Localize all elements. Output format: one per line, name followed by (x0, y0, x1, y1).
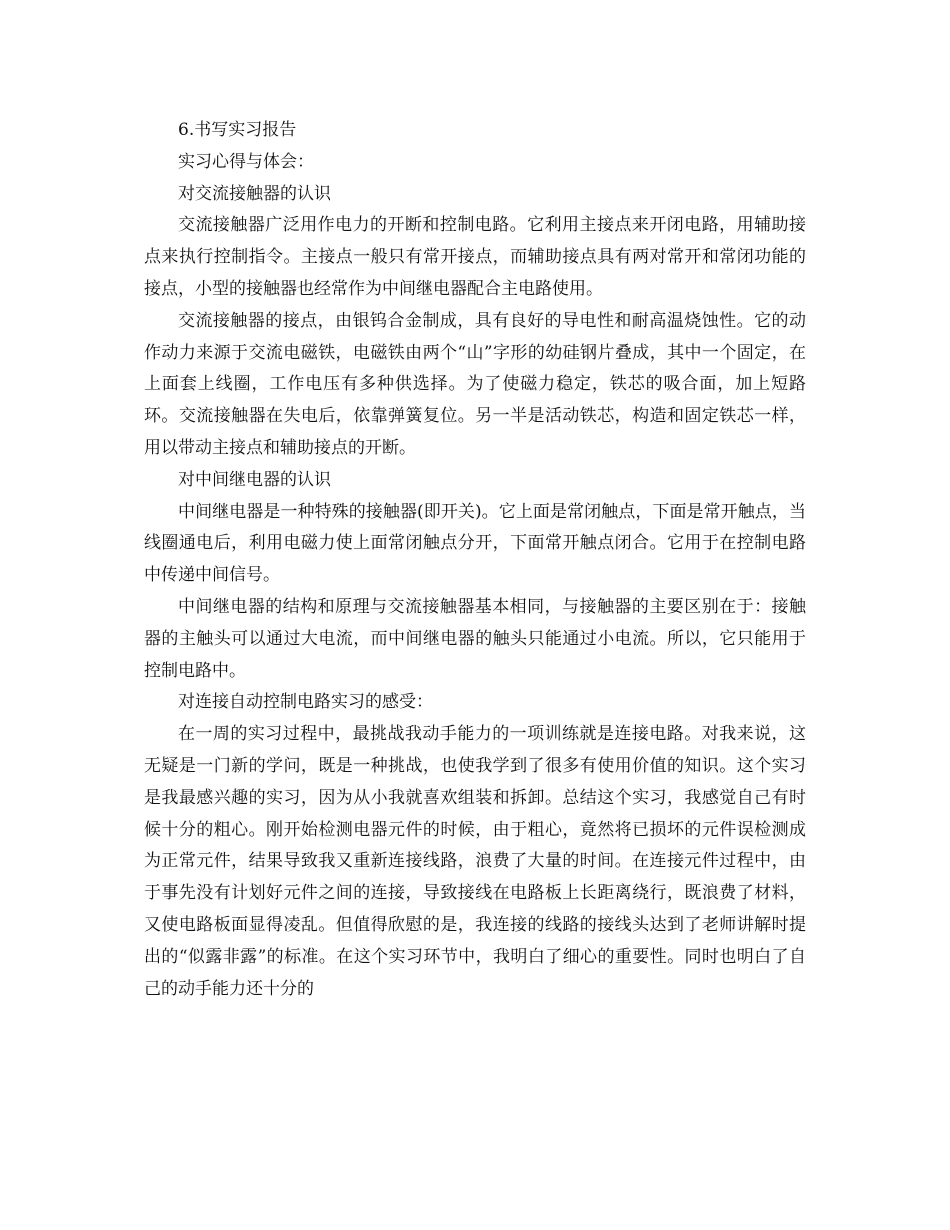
section-heading: 6.书写实习报告 (178, 120, 297, 140)
section-heading: 对中间继电器的认识 (178, 469, 331, 490)
body-paragraph: 在一周的实习过程中，最挑战我动手能力的一项训练就是连接电路。对我来说，这无疑是一门新的学问，既是一种挑战，也使我学到了很多有使用价值的知识。这个实习是我最感兴趣的实习，因为从小我就喜欢组装和拆卸。总结这个实习，我感觉自己有时候十分的粗心。刚开始检测电器元件的时候，由于粗心，竟然将已损坏的元件误检测成为正常元件，结果导致我又重新连接线路，浪费了大量的时间。在连接元件过程中，由于事先没有计划好元件之间的连接，导致接线在电路板上长距离绕行，既浪费了材料，又使电路板面显得凌乱。但值得欣慰的是，我连接的线路的接线头达到了老师讲解时提出的“似露非露”的标准。在这个实习环节中，我明白了细心的重要性。同时也明白了自己的动手能力还十分的 (144, 724, 806, 999)
section-heading: 对连接自动控制电路实习的感受： (178, 692, 433, 713)
document-page (144, 115, 806, 1005)
section-heading: 对交流接触器的认识 (178, 183, 331, 204)
body-paragraph: 交流接触器广泛用作电力的开断和控制电路。它利用主接点来开闭电路，用辅助接点来执行控制指令。主接点一般只有常开接点，而辅助接点具有两对常开和常闭功能的接点，小型的接触器也经常作为中间继电器配合主电路使用。 (144, 215, 806, 299)
section-heading: 实习心得与体会： (178, 151, 314, 172)
body-paragraph: 交流接触器的接点，由银钨合金制成，具有良好的导电性和耐高温烧蚀性。它的动作动力来源于交流电磁铁，电磁铁由两个“山”字形的幼硅钢片叠成，其中一个固定，在上面套上线圈，工作电压有多种供选择。为了使磁力稳定，铁芯的吸合面，加上短路环。交流接触器在失电后，依靠弹簧复位。另一半是活动铁芯，构造和固定铁芯一样，用以带动主接点和辅助接点的开断。 (144, 310, 806, 458)
body-paragraph: 中间继电器的结构和原理与交流接触器基本相同，与接触器的主要区别在于：接触器的主触头可以通过大电流，而中间继电器的触头只能通过小电流。所以，它只能用于控制电路中。 (144, 596, 806, 681)
body-paragraph: 中间继电器是一种特殊的接触器(即开关)。它上面是常闭触点，下面是常开触点，当线圈通电后，利用电磁力使上面常闭触点分开，下面常开触点闭合。它用于在控制电路中传递中间信号。 (144, 501, 806, 586)
